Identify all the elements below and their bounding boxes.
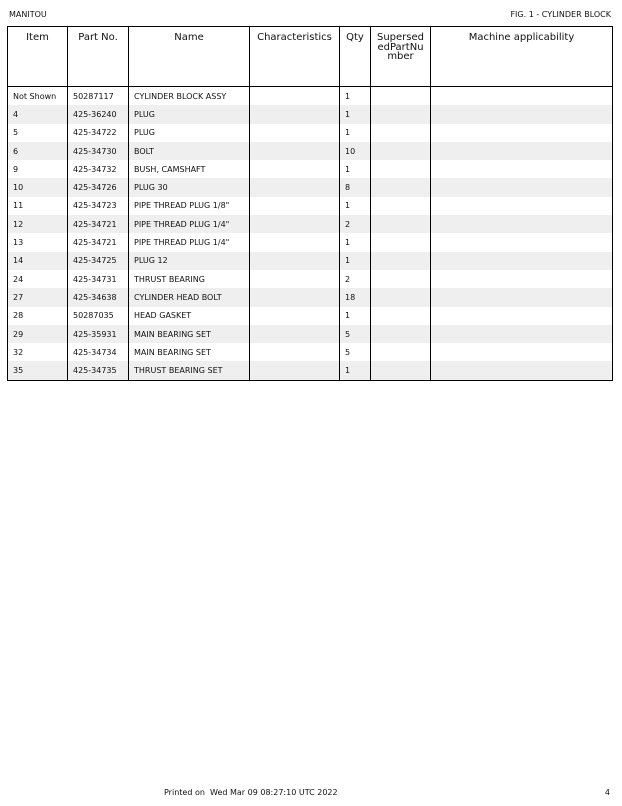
cell-name: HEAD GASKET: [129, 307, 250, 325]
cell-qty: 1: [340, 87, 371, 106]
cell-superseded: [371, 105, 431, 123]
table-row: [8, 124, 613, 142]
cell-characteristics: [250, 307, 340, 325]
table-row: [8, 160, 613, 178]
cell-characteristics: [250, 343, 340, 361]
cell-superseded: [371, 124, 431, 142]
cell-name: MAIN BEARING SET: [129, 325, 250, 343]
cell-qty: 2: [340, 270, 371, 288]
table-row: [8, 197, 613, 215]
table-row: [8, 325, 613, 343]
cell-characteristics: [250, 105, 340, 123]
cell-part-no: 425-34722: [68, 124, 129, 142]
cell-item: 5: [13, 128, 19, 138]
table-row: [8, 215, 613, 233]
cell-machine-applicability: [431, 252, 613, 270]
cell-item: 10: [8, 178, 68, 196]
cell-machine-applicability: [431, 124, 613, 142]
cell-name: PLUG: [129, 105, 250, 123]
printed-footer: [164, 788, 338, 797]
brand-label: MANITOU: [9, 10, 47, 19]
cell-part-no: 425-34734: [68, 343, 129, 361]
cell-machine-applicability: [431, 105, 613, 123]
cell-superseded: [371, 325, 431, 343]
cell-name: MAIN BEARING SET: [129, 343, 250, 361]
cell-qty: 1: [340, 160, 371, 178]
cell-item: 9: [13, 164, 19, 174]
cell-superseded: [371, 343, 431, 361]
cell-machine-applicability: [431, 87, 613, 106]
cell-part-no: 425-34721: [68, 215, 129, 233]
cell-superseded: [371, 233, 431, 251]
cell-qty: 1: [340, 197, 371, 215]
cell-item: 6: [8, 142, 68, 160]
cell-superseded: [371, 178, 431, 196]
table-header-row: [8, 27, 613, 87]
cell-part-no: 425-34732: [68, 160, 129, 178]
cell-superseded: [371, 270, 431, 288]
table-row: [8, 105, 613, 123]
cell-machine-applicability: [431, 288, 613, 306]
cell-superseded: [371, 288, 431, 306]
table-row: [8, 343, 613, 361]
cell-item: Not Shown: [13, 91, 57, 101]
parts-table-body: [8, 87, 613, 381]
cell-item: 28: [13, 311, 24, 321]
cell-name: PIPE THREAD PLUG 1/8": [129, 197, 250, 215]
cell-part-no: 425-34725: [68, 252, 129, 270]
cell-item: 24: [13, 274, 24, 284]
cell-qty: 18: [340, 288, 371, 306]
cell-name: PIPE THREAD PLUG 1/4": [129, 233, 250, 251]
cell-superseded: [371, 160, 431, 178]
cell-machine-applicability: [431, 160, 613, 178]
cell-superseded: [371, 197, 431, 215]
cell-machine-applicability: [431, 361, 613, 380]
table-row: [8, 288, 613, 306]
cell-name: THRUST BEARING SET: [129, 361, 250, 380]
cell-qty: 1: [340, 124, 371, 142]
col-header-qty: Qty: [340, 27, 371, 87]
cell-qty: 1: [340, 252, 371, 270]
col-header-name: Name: [129, 27, 250, 87]
cell-part-no: 425-34730: [68, 142, 129, 160]
cell-part-no: 425-34638: [68, 288, 129, 306]
cell-characteristics: [250, 288, 340, 306]
cell-item: 14: [8, 252, 68, 270]
cell-characteristics: [250, 325, 340, 343]
cell-characteristics: [250, 252, 340, 270]
cell-machine-applicability: [431, 215, 613, 233]
cell-item: 13: [13, 238, 24, 248]
page-number: 4: [604, 788, 610, 797]
cell-part-no: 425-36240: [68, 105, 129, 123]
cell-machine-applicability: [431, 343, 613, 361]
cell-item: 29: [8, 325, 68, 343]
cell-machine-applicability: [431, 197, 613, 215]
cell-characteristics: [250, 270, 340, 288]
cell-qty: 5: [340, 325, 371, 343]
cell-superseded: [371, 307, 431, 325]
table-row: [8, 87, 613, 106]
cell-part-no: 425-34723: [68, 197, 129, 215]
cell-characteristics: [250, 87, 340, 106]
col-header-characteristics: Characteristics: [250, 27, 340, 87]
table-row: [8, 361, 613, 380]
cell-machine-applicability: [431, 142, 613, 160]
cell-name: BUSH, CAMSHAFT: [129, 160, 250, 178]
printed-date: Wed Mar 09 08:27:10 UTC 2022: [210, 788, 338, 797]
cell-machine-applicability: [431, 270, 613, 288]
cell-characteristics: [250, 197, 340, 215]
cell-name: PLUG 30: [129, 178, 250, 196]
cell-name: PLUG 12: [129, 252, 250, 270]
cell-item: 35: [8, 361, 68, 380]
cell-characteristics: [250, 215, 340, 233]
col-header-part-no: Part No.: [68, 27, 129, 87]
cell-machine-applicability: [431, 178, 613, 196]
cell-machine-applicability: [431, 307, 613, 325]
cell-name: THRUST BEARING: [129, 270, 250, 288]
col-header-machine-applicability: Machine applicability: [431, 27, 613, 87]
cell-name: CYLINDER BLOCK ASSY: [129, 87, 250, 106]
cell-characteristics: [250, 142, 340, 160]
cell-part-no: 425-35931: [68, 325, 129, 343]
cell-characteristics: [250, 361, 340, 380]
cell-name: PIPE THREAD PLUG 1/4": [129, 215, 250, 233]
cell-qty: 1: [340, 361, 371, 380]
cell-qty: 1: [340, 307, 371, 325]
col-header-item: Item: [8, 27, 68, 87]
cell-item: 12: [8, 215, 68, 233]
cell-characteristics: [250, 178, 340, 196]
cell-part-no: 425-34731: [68, 270, 129, 288]
cell-machine-applicability: [431, 325, 613, 343]
cell-superseded: [371, 87, 431, 106]
cell-part-no: 50287035: [68, 307, 129, 325]
table-row: [8, 178, 613, 196]
cell-qty: 10: [340, 142, 371, 160]
printed-label: Printed on: [164, 788, 205, 797]
figure-title: FIG. 1 - CYLINDER BLOCK: [510, 10, 611, 19]
table-row: [8, 233, 613, 251]
cell-qty: 2: [340, 215, 371, 233]
cell-part-no: 425-34735: [68, 361, 129, 380]
cell-characteristics: [250, 233, 340, 251]
cell-part-no: 50287117: [68, 87, 129, 106]
cell-qty: 5: [340, 343, 371, 361]
cell-superseded: [371, 215, 431, 233]
cell-item: 4: [8, 105, 68, 123]
table-row: [8, 252, 613, 270]
cell-superseded: [371, 142, 431, 160]
cell-item: 27: [8, 288, 68, 306]
cell-part-no: 425-34726: [68, 178, 129, 196]
cell-superseded: [371, 252, 431, 270]
cell-item: 11: [13, 201, 24, 211]
col-header-superseded: [371, 27, 431, 87]
cell-name: BOLT: [129, 142, 250, 160]
table-row: [8, 307, 613, 325]
cell-superseded: [371, 361, 431, 380]
cell-item: 32: [13, 347, 24, 357]
cell-name: CYLINDER HEAD BOLT: [129, 288, 250, 306]
cell-characteristics: [250, 124, 340, 142]
table-row: [8, 142, 613, 160]
cell-qty: 1: [340, 233, 371, 251]
superseded-header-text: SupersededPartNumber: [376, 32, 424, 62]
cell-characteristics: [250, 160, 340, 178]
cell-qty: 8: [340, 178, 371, 196]
cell-qty: 1: [340, 105, 371, 123]
table-row: [8, 270, 613, 288]
parts-table: [7, 26, 613, 381]
cell-name: PLUG: [129, 124, 250, 142]
cell-machine-applicability: [431, 233, 613, 251]
cell-part-no: 425-34721: [68, 233, 129, 251]
